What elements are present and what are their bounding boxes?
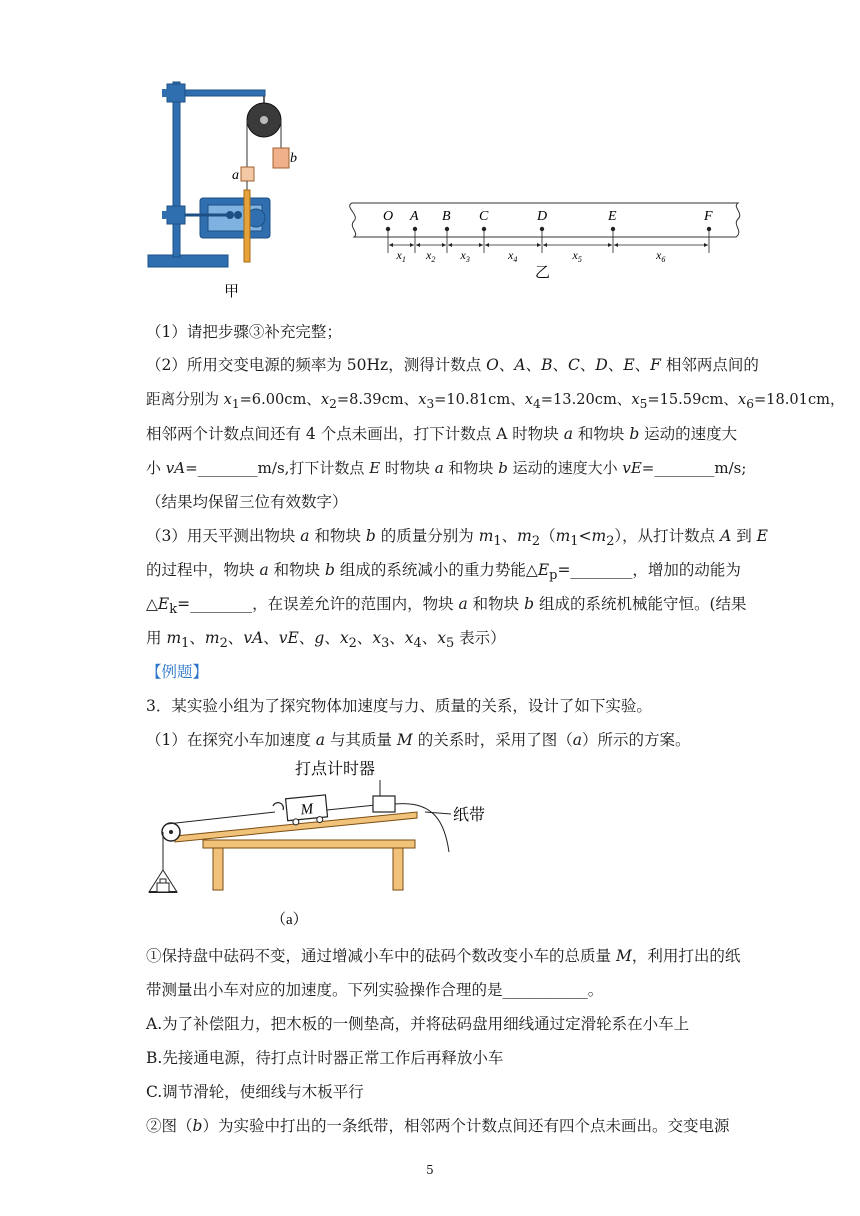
caption-yi: 乙 [535, 263, 551, 280]
tape-figure-yi [340, 195, 750, 280]
tape-interval-label: $x_3$ [460, 248, 470, 264]
tape-point-dot [611, 227, 615, 231]
q3-line-4: 用 $m_1$、$m_2$、vA、vE、g、$x_2$、$x_3$、$x_4$、$x_5$ 表示） [146, 629, 506, 652]
tape-interval-label: $x_4$ [508, 248, 518, 264]
table-leg-left [213, 848, 223, 890]
apparatus-figure-jia [140, 70, 310, 302]
p3-title: 3．某实验小组为了探究物体加速度与力、质量的关系，设计了如下实验。 [146, 697, 652, 715]
tape-arrowhead [537, 243, 541, 247]
q2-line-4: 小 vA=________m/s,打下计数点 E 时物块 a 和物块 b 运动的速度大小 vE=________m/s; [146, 459, 747, 477]
table-top [203, 840, 415, 848]
tape-interval-label: $x_6$ [656, 248, 666, 264]
q2-line-2: 距离分别为 $x_1=6.00cm$、$x_2=8.39cm$、$x_3=10.81cm$、$x_4=13.20cm$、$x_5=15.59cm$、$x_6=18.01cm$， [146, 391, 845, 411]
tape-point-dot [707, 227, 711, 231]
tape-point-dot [413, 227, 417, 231]
tape-arrowhead [608, 243, 612, 247]
tape-point-label: D [537, 209, 548, 224]
tape-arrowhead [442, 243, 446, 247]
option-c: C.调节滑轮，使细线与木板平行 [146, 1083, 364, 1101]
page-number: 5 [426, 1163, 434, 1177]
tape-point-dot [386, 227, 390, 231]
table-leg-right [393, 848, 403, 890]
tape-arrowhead [448, 243, 452, 247]
tape-arrowhead [479, 243, 483, 247]
incline-figure-a [145, 752, 505, 932]
stand-base [148, 255, 228, 267]
tape-point-dot [445, 227, 449, 231]
tape-arrowhead [410, 243, 414, 247]
q2-line-5: （结果均保留三位有效数字） [146, 493, 348, 511]
p3-1-line-2: 带测量出小车对应的加速度。下列实验操作合理的是___________。 [146, 981, 604, 999]
tape-arrowhead [614, 243, 618, 247]
label-b: b [290, 151, 297, 166]
tape-arrowhead [704, 243, 708, 247]
tape-interval-label: $x_2$ [426, 248, 436, 264]
tape-point-dot [482, 227, 486, 231]
p3-2-line-1: ②图（b）为实验中打出的一条纸带，相邻两个计数点间还有四个点未画出。交变电源 [146, 1117, 730, 1135]
tape-point-label: C [479, 209, 489, 224]
timer-label: 打点计时器 [295, 759, 376, 778]
option-a: A.为了补偿阻力，把木板的一侧垫高，并将砝码盘用细线通过定滑轮系在小车上 [146, 1015, 690, 1033]
q2-line-3: 相邻两个计数点间还有 4 个点未画出，打下计数点 A 时物块 a 和物块 b 运动的速度大 [146, 425, 738, 443]
stand-arm [173, 90, 265, 96]
caption-jia: 甲 [224, 282, 240, 300]
example-tag: 【例题】 [146, 663, 209, 681]
tape-arrowhead [485, 243, 489, 247]
cart-label: M [299, 801, 314, 819]
tape-point-dot [540, 227, 544, 231]
q1-line: （1）请把步骤③补充完整； [146, 323, 342, 341]
tape-point-label: F [704, 209, 713, 224]
stand-pole [173, 82, 180, 257]
tape-point-label: O [383, 209, 394, 224]
tape-interval-label: $x_5$ [572, 248, 582, 264]
paper-tape [244, 190, 250, 262]
caption-a: （a） [271, 912, 308, 928]
tape-point-label: E [608, 209, 617, 224]
label-a: a [232, 168, 239, 183]
tape-interval-label: $x_1$ [396, 248, 406, 264]
tape-arrowhead [543, 243, 547, 247]
q3-line-2: 的过程中，物块 a 和物块 b 组成的系统减小的重力势能$\triangle E_p=\_\_\_\_\_\_\_\_$，增加的动能为 [146, 561, 741, 584]
p3-sub1: （1）在探究小车加速度 a 与其质量 M 的关系时，采用了图（a）所示的方案。 [146, 731, 691, 749]
tape-arrowhead [389, 243, 393, 247]
tape-point-label: A [410, 209, 419, 224]
timer-box [373, 796, 395, 812]
block-a [241, 167, 254, 181]
block-b [273, 148, 289, 168]
q3-line-3: $\triangle E_k=\_\_\_\_\_\_\_\_$，在误差允许的范围内，物块 a 和物块 b 组成的系统机械能守恒。(结果 [146, 595, 747, 618]
option-b: B.先接通电源，待打点计时器正常工作后再释放小车 [146, 1049, 504, 1067]
q2-line-1: （2）所用交变电源的频率为 50Hz，测得计数点 O、A、B、C、D、E、F 相邻两点间的 [146, 356, 759, 374]
p3-1-line-1: ①保持盘中砝码不变，通过增减小车中的砝码个数改变小车的总质量 M，利用打出的纸 [146, 947, 741, 965]
q3-line-1: （3）用天平测出物块 a 和物块 b 的质量分别为 $m_1$、$m_2(m_1<m_2)$，从打计数点 A 到 E [146, 527, 768, 550]
tape-arrowhead [416, 243, 420, 247]
tape-label: 纸带 [453, 805, 486, 824]
tape-point-label: B [442, 209, 451, 224]
